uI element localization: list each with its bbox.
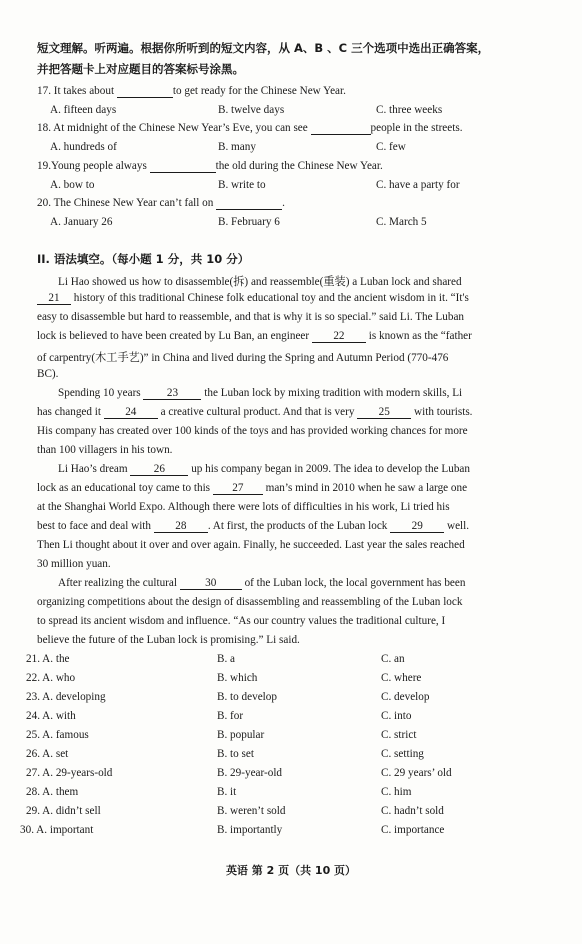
passage-text: best to face and deal with (37, 520, 154, 532)
passage-text: Spending 10 years (58, 387, 144, 399)
passage-text: is known as the “father (365, 330, 472, 342)
passage-text: history of this traditional Chinese folk educational toy and the ancient wisdom in it. “It's (71, 292, 469, 304)
option-a: 21. A. the (26, 653, 70, 665)
option-a: A. fifteen days (50, 104, 117, 116)
option-b: B. February 6 (218, 216, 280, 228)
option-b: B. write to (218, 179, 266, 191)
passage-text: a creative cultural product. And that is very (157, 406, 358, 418)
passage-line: easy to disassemble but hard to reassemble, and that is why it is so special.” said Li. The Luban (37, 311, 464, 323)
passage-line: believe the future of the Luban lock is promising.” Li said. (37, 634, 300, 646)
page-footer: 英语 第 2 页（共 10 页） (225, 864, 357, 877)
option-c: C. into (381, 710, 412, 722)
option-b: B. to develop (217, 691, 277, 703)
question-20 (37, 197, 285, 210)
option-a: 23. A. developing (26, 691, 106, 703)
option-a: 30. A. important (20, 824, 94, 836)
question-text: . (282, 197, 285, 209)
passage-line: than 100 villagers in his town. (37, 444, 173, 456)
option-c: C. strict (381, 729, 417, 741)
option-b: B. for (217, 710, 244, 722)
passage-line (58, 463, 470, 476)
option-c: C. an (381, 653, 405, 665)
passage-line: His company has created over 100 kinds of the toys and has provided working chances for more (37, 425, 468, 437)
option-a: 26. A. set (26, 748, 69, 760)
answer-blank: 30 (180, 578, 242, 590)
option-c: C. him (381, 786, 412, 798)
option-c: C. setting (381, 748, 424, 760)
passage-text: lock as an educational toy came to this (37, 482, 213, 494)
instruction-line-2: 并把答题卡上对应题目的答案标号涂黑。 (37, 62, 244, 76)
passage-text: Li Hao’s dream (58, 463, 131, 475)
option-a: 27. A. 29-years-old (26, 767, 113, 779)
passage-text: After realizing the cultural (58, 577, 180, 589)
passage-text: the Luban lock by mixing tradition with modern skills, Li (201, 387, 463, 399)
option-b: B. which (217, 672, 258, 684)
answer-blank: 29 (390, 521, 444, 533)
option-c: C. March 5 (376, 216, 427, 228)
passage-line (37, 330, 472, 343)
option-c: C. hadn’t sold (381, 805, 444, 817)
option-b: B. 29-year-old (217, 767, 283, 779)
passage-line (58, 387, 462, 400)
passage-line: organizing competitions about the design of disassembling and reassembling of the Luban lock (37, 596, 463, 608)
option-c: C. three weeks (376, 104, 443, 116)
instruction-line-1: 短文理解。听两遍。根据你所听到的短文内容，从 A、B 、C 三个选项中选出正确答案， (37, 41, 490, 55)
passage-text: up his company began in 2009. The idea to develop the Luban (188, 463, 470, 475)
passage-text: with tourists. (411, 406, 473, 418)
option-b: B. a (217, 653, 236, 665)
question-text: the old during the Chinese New Year. (215, 160, 383, 172)
answer-blank: 26 (130, 464, 188, 476)
question-18 (37, 122, 463, 135)
option-c: C. few (376, 141, 406, 153)
section-heading: II. 语法填空。（每小题 1 分，共 10 分） (37, 252, 250, 266)
option-b: B. many (218, 141, 256, 153)
option-b: B. weren’t sold (217, 805, 286, 817)
passage-text: well. (444, 520, 470, 532)
question-17 (37, 85, 346, 98)
option-b: B. twelve days (218, 104, 285, 116)
passage-line: Li Hao showed us how to disassemble(拆) and reassemble(重装) a Luban lock and shared (58, 276, 462, 288)
option-a: 24. A. with (26, 710, 76, 722)
option-a: A. hundreds of (50, 141, 117, 153)
option-c: C. 29 years’ old (381, 767, 452, 779)
option-b: B. to set (217, 748, 254, 760)
question-19 (37, 160, 383, 173)
answer-blank: 22 (312, 331, 366, 343)
answer-blank: 23 (143, 388, 201, 400)
option-b: B. popular (217, 729, 265, 741)
question-text: to get ready for the Chinese New Year. (172, 85, 346, 97)
answer-blank: 28 (154, 521, 208, 533)
passage-line: BC). (37, 368, 59, 380)
option-c: C. where (381, 672, 422, 684)
question-text: 20. The Chinese New Year can’t fall on (37, 197, 217, 209)
question-text: 19.Young people always (37, 160, 150, 172)
question-text: 17. It takes about (37, 85, 117, 97)
passage-line: 30 million yuan. (37, 558, 111, 570)
passage-text: of the Luban lock, the local government has been (241, 577, 466, 589)
option-a: 29. A. didn’t sell (26, 805, 101, 817)
passage-line (37, 292, 469, 305)
answer-blank: 25 (357, 407, 411, 419)
passage-line (37, 520, 469, 533)
answer-blank: 27 (213, 483, 263, 495)
passage-text: has changed it (37, 406, 104, 418)
question-text: people in the streets. (370, 122, 463, 134)
answer-blank (150, 161, 216, 173)
passage-line: at the Shanghai World Expo. Although there were lots of difficulties in his work, Li tried his (37, 501, 450, 513)
option-a: A. bow to (50, 179, 95, 191)
option-a: 22. A. who (26, 672, 76, 684)
answer-blank (117, 86, 173, 98)
option-a: 28. A. them (26, 786, 79, 798)
answer-blank: 24 (104, 407, 158, 419)
passage-line: Then Li thought about it over and over again. Finally, he succeeded. Last year the sales reached (37, 539, 465, 551)
option-b: B. importantly (217, 824, 283, 836)
passage-line: of carpentry(木工手艺)” in China and lived during the Spring and Autumn Period (770-476 (37, 352, 449, 364)
passage-line (37, 406, 472, 419)
option-c: C. have a party for (376, 179, 460, 191)
question-text: 18. At midnight of the Chinese New Year’s Eve, you can see (37, 122, 311, 134)
passage-text: man’s mind in 2010 when he saw a large one (262, 482, 468, 494)
option-c: C. importance (381, 824, 445, 836)
answer-blank (311, 123, 371, 135)
passage-text: lock is believed to have been created by Lu Ban, an engineer (37, 330, 312, 342)
option-b: B. it (217, 786, 237, 798)
passage-line: to spread its ancient wisdom and influence. “As our country values the traditional culture, I (37, 615, 446, 627)
passage-line (58, 577, 465, 590)
option-a: A. January 26 (50, 216, 113, 228)
passage-text: . At first, the products of the Luban lock (207, 520, 391, 532)
passage-line (37, 482, 467, 495)
option-a: 25. A. famous (26, 729, 89, 741)
option-c: C. develop (381, 691, 430, 703)
answer-blank: 21 (37, 293, 71, 305)
answer-blank (216, 198, 282, 210)
